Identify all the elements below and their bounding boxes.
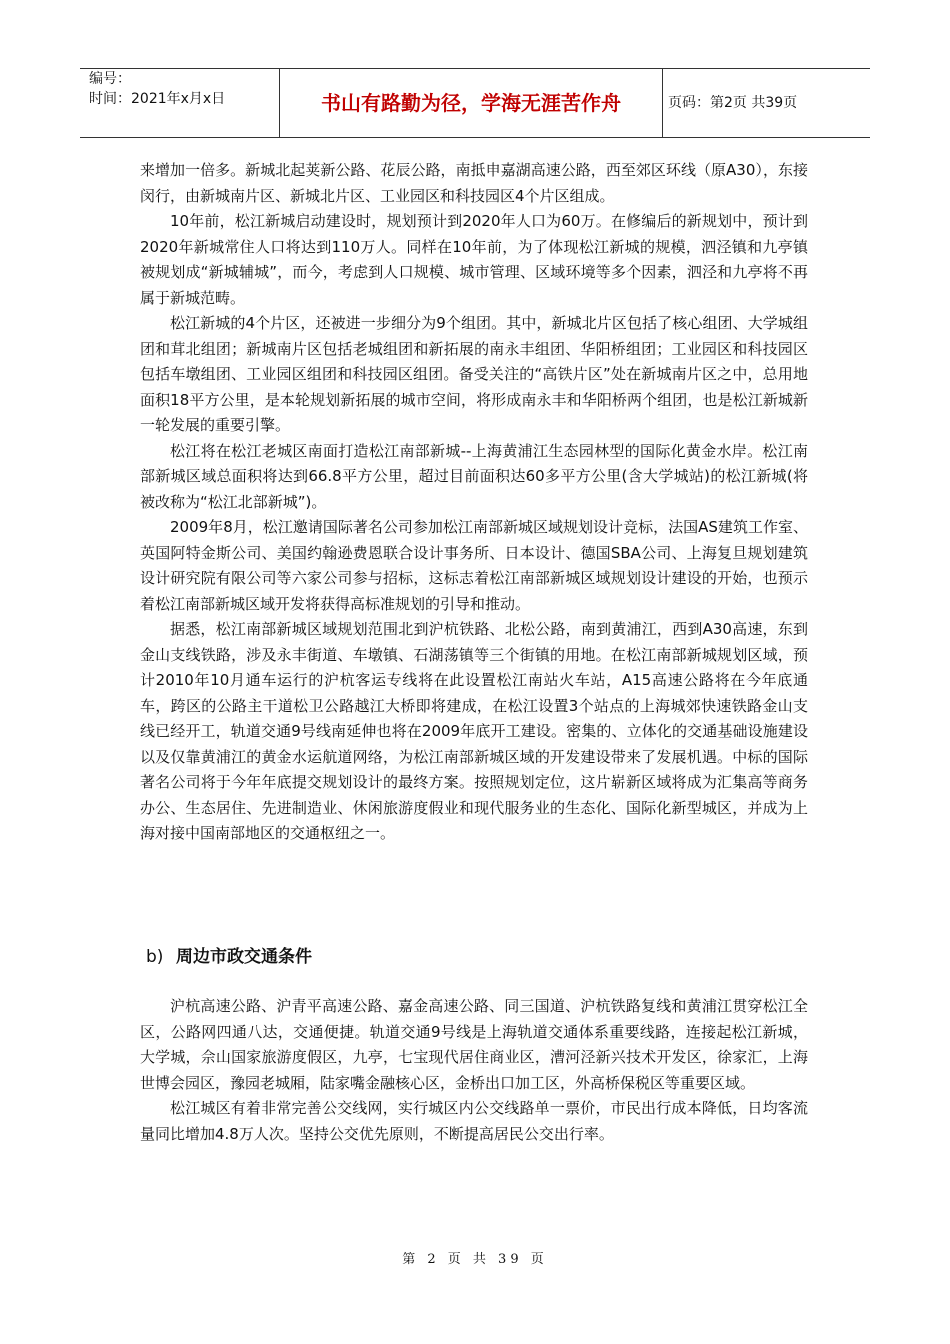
page-footer: 第 2 页 共 39 页 — [402, 1252, 548, 1267]
header-page-code: 页码：第2页 共39页 — [668, 95, 798, 111]
paragraph: 据悉，松江南部新城区域规划范围北到沪杭铁路、北松公路，南到黄浦江，西到A30高速，东到金山支线铁路，涉及永丰街道、车墩镇、石湖荡镇等三个街镇的用地。在松江南部新城规划区域，预计2010年10月通车运行的沪杭客运专线将在此设置松江南站火车站，A15高速公路将在今年底通车，跨区的公路主干道松卫公路越江大桥即将建成，在松江设置3个站点的上海城郊快速铁路金山支线已经开工，轨道交通9号线南延伸也将在2009年底开工建设。密集的、立体化的交通基础设施建设以及仅靠黄浦江的黄金水运航道网络，为松江南部新城区域的开发建设带来了发展机遇。中标的国际著名公司将于今年年底提交规划设计的最终方案。按照规划定位，这片崭新区域将成为汇集高等商务办公、生态居住、先进制造业、休闲旅游度假业和现代服务业的生态化、国际化新型城区，并成为上海对接中国南部地区的交通枢纽之一。 — [140, 620, 808, 842]
paragraph: 沪杭高速公路、沪青平高速公路、嘉金高速公路、同三国道、沪杭铁路复线和黄浦江贯穿松江全区，公路网四通八达，交通便捷。轨道交通9号线是上海轨道交通体系重要线路，连接起松江新城，大学城，佘山国家旅游度假区，九亭，七宝现代居住商业区，漕河泾新兴技术开发区，徐家汇，上海世博会园区，豫园老城厢，陆家嘴金融核心区，金桥出口加工区，外高桥保税区等重要区域。 — [140, 997, 808, 1092]
section-heading — [146, 942, 312, 967]
paragraph: 10年前，松江新城启动建设时，规划预计到2020年人口为60万。在修编后的新规划中，预计到2020年新城常住人口将达到110万人。同样在10年前，为了体现松江新城的规模，泗泾镇和九亭镇被规划成“新城辅城”，而今，考虑到人口规模、城市管理、区域环境等多个因素，泗泾和九亭将不再属于新城范畴。 — [140, 212, 808, 307]
section-body — [140, 994, 808, 1147]
paragraph: 松江将在松江老城区南面打造松江南部新城--上海黄浦江生态园林型的国际化黄金水岸。松江南部新城区域总面积将达到66.8平方公里，超过目前面积达60多平方公里(含大学城站)的松江新城(将被改称为“松江北部新城”)。 — [140, 441, 808, 511]
paragraph: 来增加一倍多。新城北起荚新公路、花辰公路，南抵申嘉湖高速公路，西至郊区环线（原A30），东接闵行，由新城南片区、新城北片区、工业园区和科技园区4个片区组成。 — [140, 161, 808, 205]
page-header — [80, 68, 870, 138]
header-motto: 书山有路勤为径，学海无涯苦作舟 — [280, 69, 663, 137]
paragraph: 2009年8月，松江邀请国际著名公司参加松江南部新城区域规划设计竞标，法国AS建筑工作室、英国阿特金斯公司、美国约翰逊费恩联合设计事务所、日本设计、德国SBA公司、上海复旦规划建筑设计研究院有限公司等六家公司参与招标，这标志着松江南部新城区域规划设计建设的开始，也预示着松江南部新城区域开发将获得高标准规划的引导和推动。 — [140, 518, 808, 613]
paragraph: 松江城区有着非常完善公交线网，实行城区内公交线路单一票价，市民出行成本降低，日均客流量同比增加4.8万人次。坚持公交优先原则，不断提高居民公交出行率。 — [140, 1099, 808, 1143]
doc-number-label: 编号： — [89, 71, 131, 87]
section-title: 周边市政交通条件 — [176, 947, 312, 967]
body-text — [140, 158, 808, 847]
header-meta — [80, 69, 280, 137]
section-number: b) — [146, 947, 164, 967]
doc-date-label: 时间：2021年x月x日 — [89, 91, 226, 107]
paragraph: 松江新城的4个片区，还被进一步细分为9个组团。其中，新城北片区包括了核心组团、大学城组团和茸北组团；新城南片区包括老城组团和新拓展的南永丰组团、华阳桥组团；工业园区和科技园区包括车墩组团、工业园区组团和科技园区组团。备受关注的“高铁片区”处在新城南片区之中，总用地面积18平方公里，是本轮规划新拓展的城市空间，将形成南永丰和华阳桥两个组团，也是松江新城新一轮发展的重要引擎。 — [140, 314, 808, 434]
